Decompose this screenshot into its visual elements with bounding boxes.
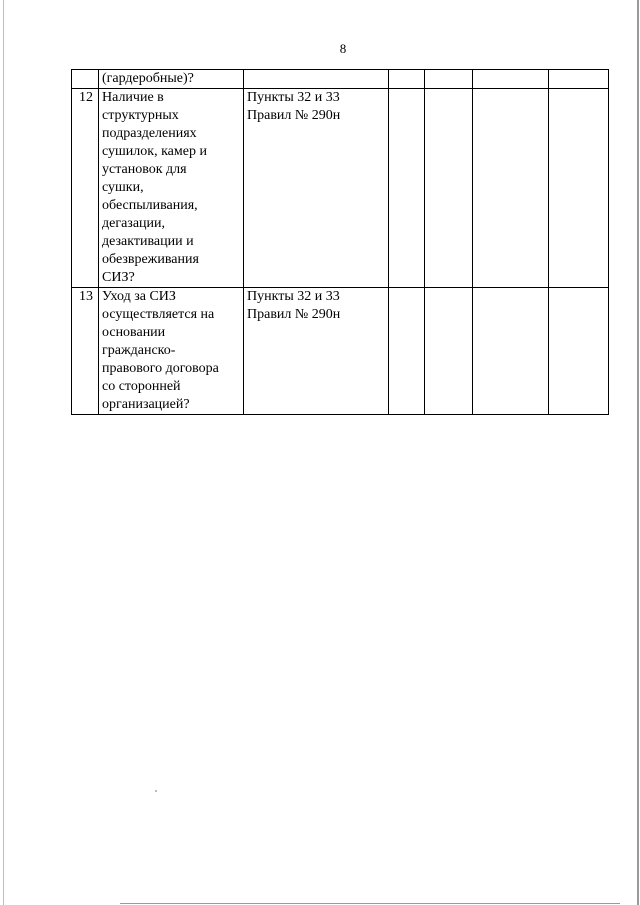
reference-line: Пункты 32 и 33 xyxy=(247,90,340,105)
notes-cell xyxy=(549,89,609,288)
reference-line: Правил № 290н xyxy=(247,108,341,123)
question-line: подразделениях xyxy=(102,126,197,141)
question-line: (гардеробные)? xyxy=(102,71,194,86)
table-row xyxy=(72,89,609,288)
question-line: установок для xyxy=(102,162,187,177)
answer-no-cell xyxy=(425,89,473,288)
reference-cell xyxy=(244,288,389,415)
row-number-cell xyxy=(72,70,99,89)
question-cell xyxy=(99,89,244,288)
reference-line: Пункты 32 и 33 xyxy=(247,289,340,304)
scan-speck xyxy=(155,790,157,792)
question-line: Уход за СИЗ xyxy=(102,289,176,304)
checklist-table xyxy=(71,69,609,415)
table-row xyxy=(72,70,609,89)
notes-cell xyxy=(549,70,609,89)
page-number: 8 xyxy=(339,41,347,56)
question-line: гражданско- xyxy=(102,343,176,358)
question-line: обезвреживания xyxy=(102,252,199,267)
question-line: дегазации, xyxy=(102,216,166,231)
row-number-cell: 12 xyxy=(72,89,99,288)
question-cell xyxy=(99,288,244,415)
answer-yes-cell xyxy=(389,288,425,415)
question-line: обеспыливания, xyxy=(102,198,198,213)
reference-cell xyxy=(244,89,389,288)
question-line: основании xyxy=(102,325,166,340)
notes-cell xyxy=(549,288,609,415)
answer-no-cell xyxy=(425,288,473,415)
answer-yes-cell xyxy=(389,70,425,89)
scan-edge-bottom xyxy=(120,903,620,904)
question-line: сушилок, камер и xyxy=(102,144,207,159)
question-line: СИЗ? xyxy=(102,270,135,285)
table-row xyxy=(72,288,609,415)
question-line: осуществляется на xyxy=(102,307,215,322)
question-line: дезактивации и xyxy=(102,234,194,249)
question-line: сушки, xyxy=(102,180,144,195)
not-applicable-cell xyxy=(473,288,549,415)
answer-yes-cell xyxy=(389,89,425,288)
question-cell xyxy=(99,70,244,89)
question-line: Наличие в xyxy=(102,90,164,105)
reference-line: Правил № 290н xyxy=(247,307,341,322)
not-applicable-cell xyxy=(473,89,549,288)
answer-no-cell xyxy=(425,70,473,89)
row-number-cell: 13 xyxy=(72,288,99,415)
reference-cell xyxy=(244,70,389,89)
table-body xyxy=(72,70,609,415)
not-applicable-cell xyxy=(473,70,549,89)
question-line: организацией? xyxy=(102,397,190,412)
question-line: структурных xyxy=(102,108,179,123)
question-line: со сторонней xyxy=(102,379,181,394)
question-line: правового договора xyxy=(102,361,219,376)
scan-edge-right xyxy=(637,0,639,905)
scan-edge-left xyxy=(3,0,4,905)
